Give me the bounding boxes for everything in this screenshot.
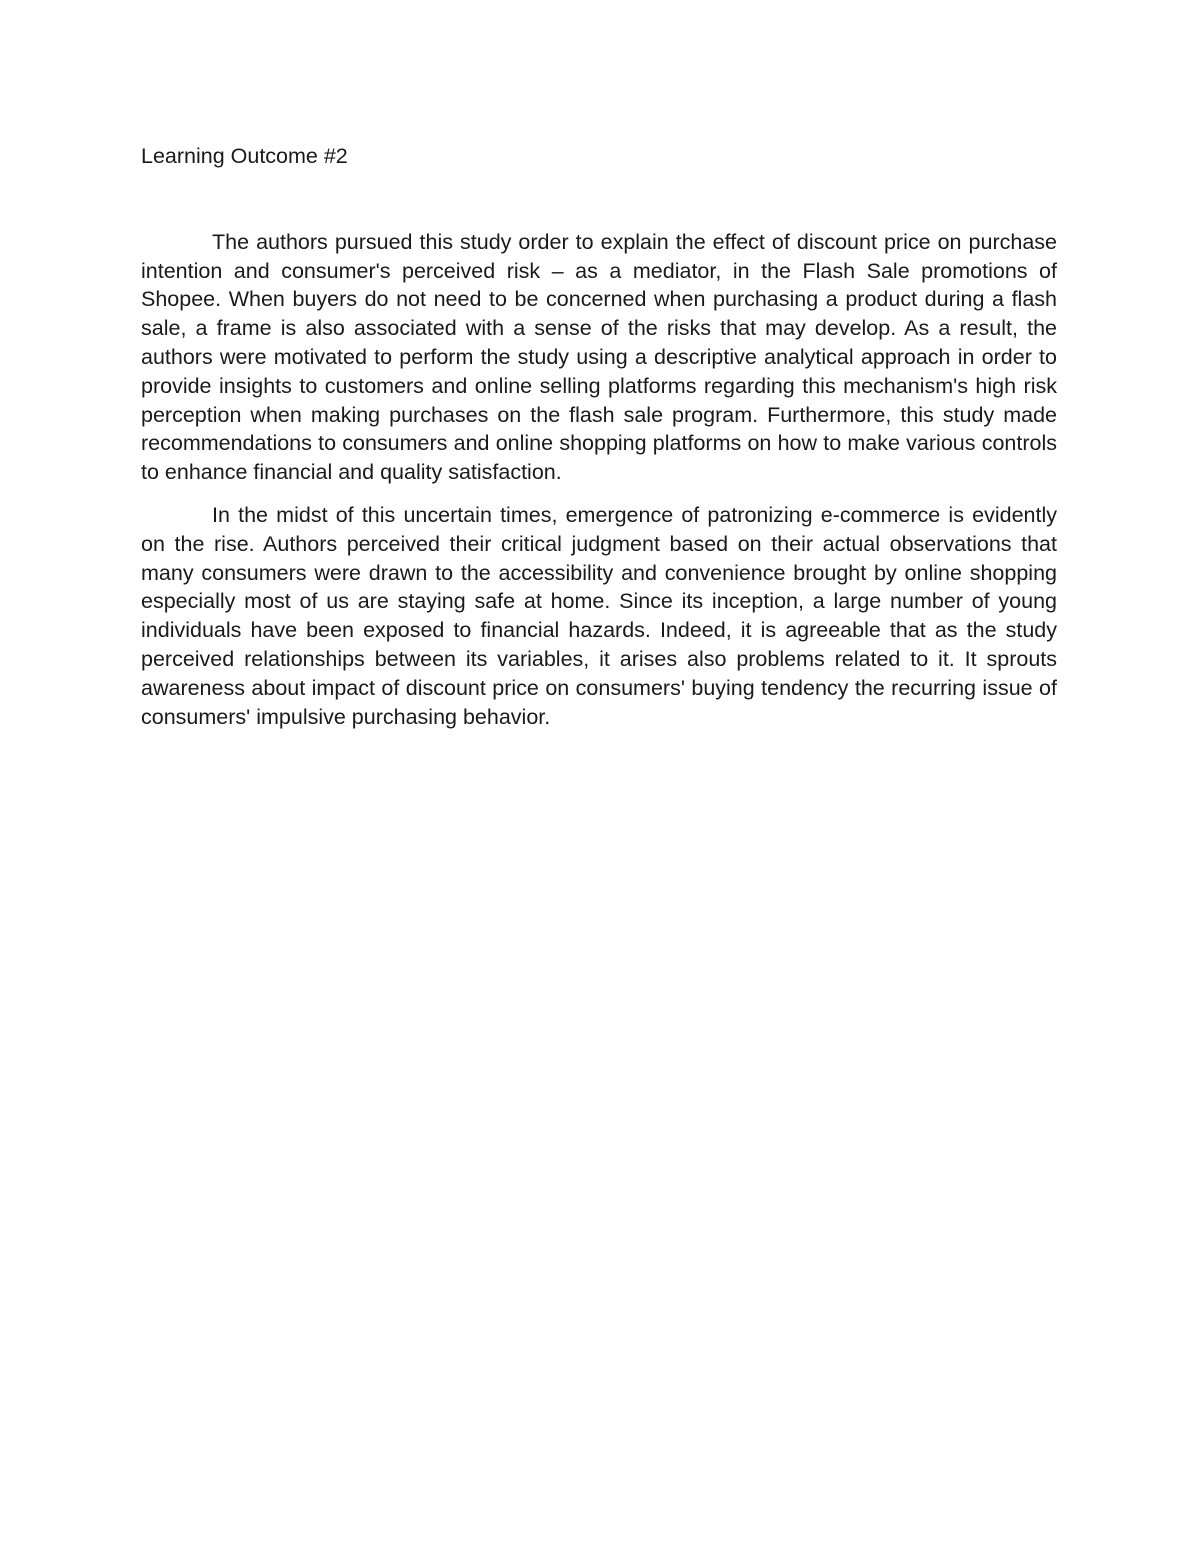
body-paragraph-1: The authors pursued this study order to explain the effect of discount price on purchase intention and consumer's perceived risk – as a mediator, in the Flash Sale promotions of Shopee. When buyers do not need to be concerned when purchasing a product during a flash sale, a frame is also associated with a sense of the risks that may develop. As a result, the authors were motivated to perform the study using a descriptive analytical approach in order to provide insights to customers and online selling platforms regarding this mechanism's high risk perception when making purchases on the flash sale program. Furthermore, this study made recommendations to consumers and online shopping platforms on how to make various controls to enhance financial and quality satisfaction. [141, 229, 1057, 485]
document-heading: Learning Outcome #2 [141, 144, 348, 168]
document-body [141, 142, 1057, 731]
body-paragraph-2: In the midst of this uncertain times, emergence of patronizing e-commerce is evidently on the rise. Authors perceived their critical judgment based on their actual observations that many consumers were drawn to the accessibility and convenience brought by online shopping especially most of us are staying safe at home. Since its inception, a large number of young individuals have been exposed to financial hazards. Indeed, it is agreeable that as the study perceived relationships between its variables, it arises also problems related to it. It sprouts awareness about impact of discount price on consumers' buying tendency the recurring issue of consumers' impulsive purchasing behavior. [141, 502, 1057, 729]
